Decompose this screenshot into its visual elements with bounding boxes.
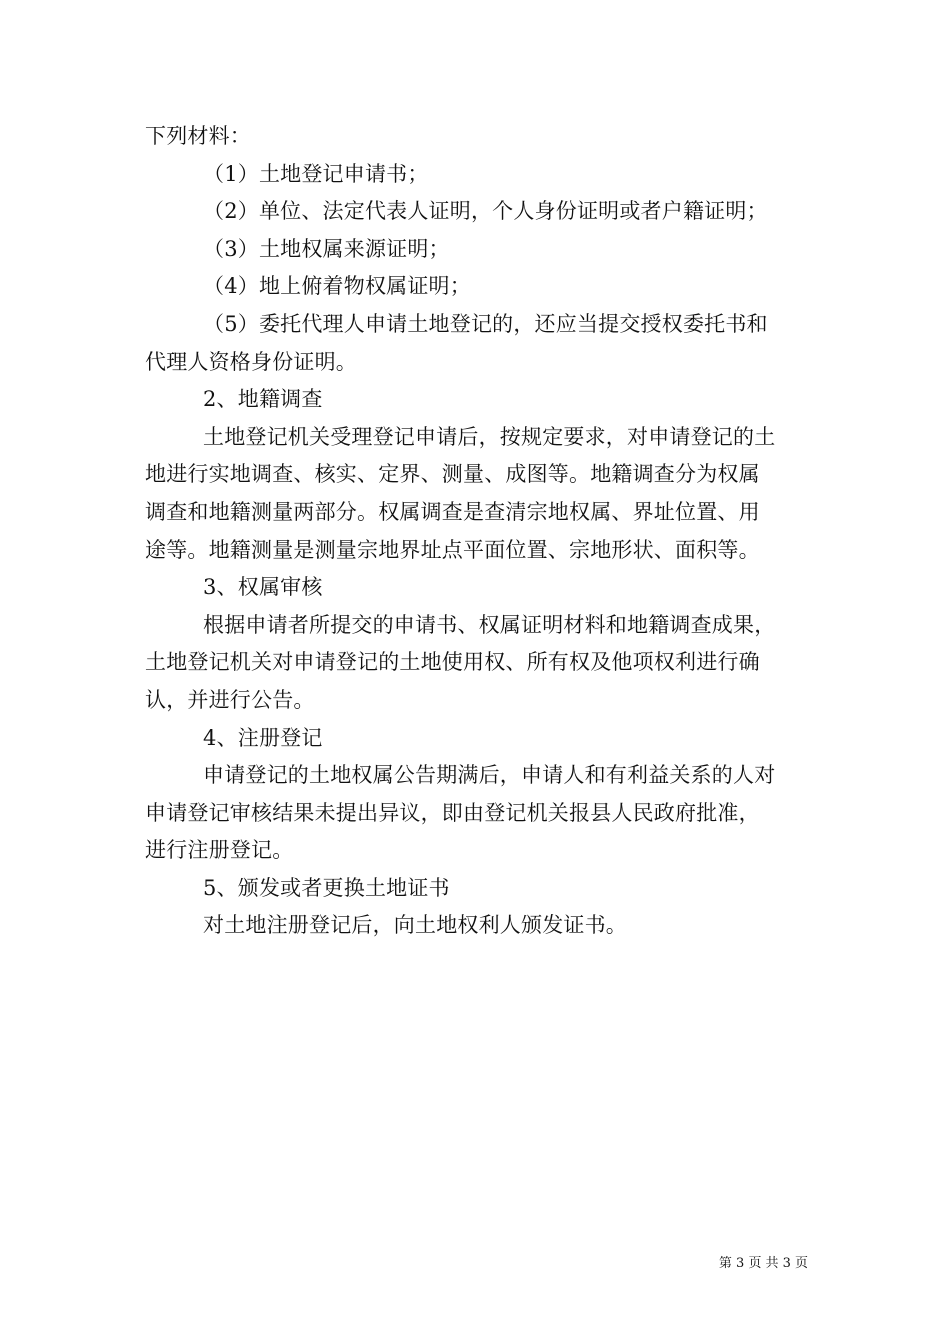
paragraph-heading-5	[145, 870, 810, 908]
paragraph-section-3-body	[145, 607, 810, 720]
paragraph-materials-intro	[145, 118, 810, 156]
paragraph-material-1	[145, 156, 810, 194]
text-line: （4）地上俯着物权属证明；	[203, 274, 471, 299]
paragraph-section-2-body	[145, 419, 810, 569]
text-line: 地进行实地调查、核实、定界、测量、成图等。地籍调查分为权属	[145, 462, 760, 487]
text-line: 途等。地籍测量是测量宗地界址点平面位置、宗地形状、面积等。	[145, 537, 760, 562]
text-line: 3、权属审核	[203, 575, 323, 600]
text-line: （5）委托代理人申请土地登记的，还应当提交授权委托书和	[203, 311, 768, 336]
paragraph-heading-3	[145, 569, 810, 607]
paragraph-heading-4	[145, 720, 810, 758]
text-line: 对土地注册登记后，向土地权利人颁发证书。	[203, 913, 627, 938]
paragraph-section-4-body	[145, 757, 810, 870]
paragraph-material-4	[145, 268, 810, 306]
text-line: 2、地籍调查	[203, 387, 323, 412]
paragraph-material-3	[145, 231, 810, 269]
page-footer	[0, 1256, 950, 1272]
text-line: 土地登记机关对申请登记的土地使用权、所有权及他项权利进行确	[145, 650, 760, 675]
text-line: 4、注册登记	[203, 725, 323, 750]
text-line: 下列材料：	[145, 124, 251, 148]
text-line: 申请登记审核结果未提出异议，即由登记机关报县人民政府批准，	[145, 800, 760, 825]
document-body	[145, 118, 810, 945]
paragraph-material-5	[145, 306, 810, 381]
text-line: （3）土地权属来源证明；	[203, 236, 450, 261]
paragraph-material-2	[145, 193, 810, 231]
text-line: 调查和地籍测量两部分。权属调查是查清宗地权属、界址位置、用	[145, 499, 760, 524]
text-line: 根据申请者所提交的申请书、权属证明材料和地籍调查成果，	[203, 612, 776, 637]
text-line: 5、颁发或者更换土地证书	[203, 875, 450, 900]
text-line: （1）土地登记申请书；	[203, 161, 429, 186]
text-line: 土地登记机关受理登记申请后，按规定要求，对申请登记的土	[203, 424, 776, 449]
page-total: 共 3 页	[765, 1256, 808, 1271]
text-line: 进行注册登记。	[145, 838, 294, 863]
page-number: 第 3 页	[718, 1256, 762, 1271]
text-line: 代理人资格身份证明。	[145, 349, 357, 374]
paragraph-section-5-body	[145, 907, 810, 945]
paragraph-heading-2	[145, 381, 810, 419]
text-line: 认，并进行公告。	[145, 687, 315, 712]
text-line: 申请登记的土地权属公告期满后，申请人和有利益关系的人对	[203, 763, 776, 788]
text-line: （2）单位、法定代表人证明，个人身份证明或者户籍证明；	[203, 199, 768, 224]
